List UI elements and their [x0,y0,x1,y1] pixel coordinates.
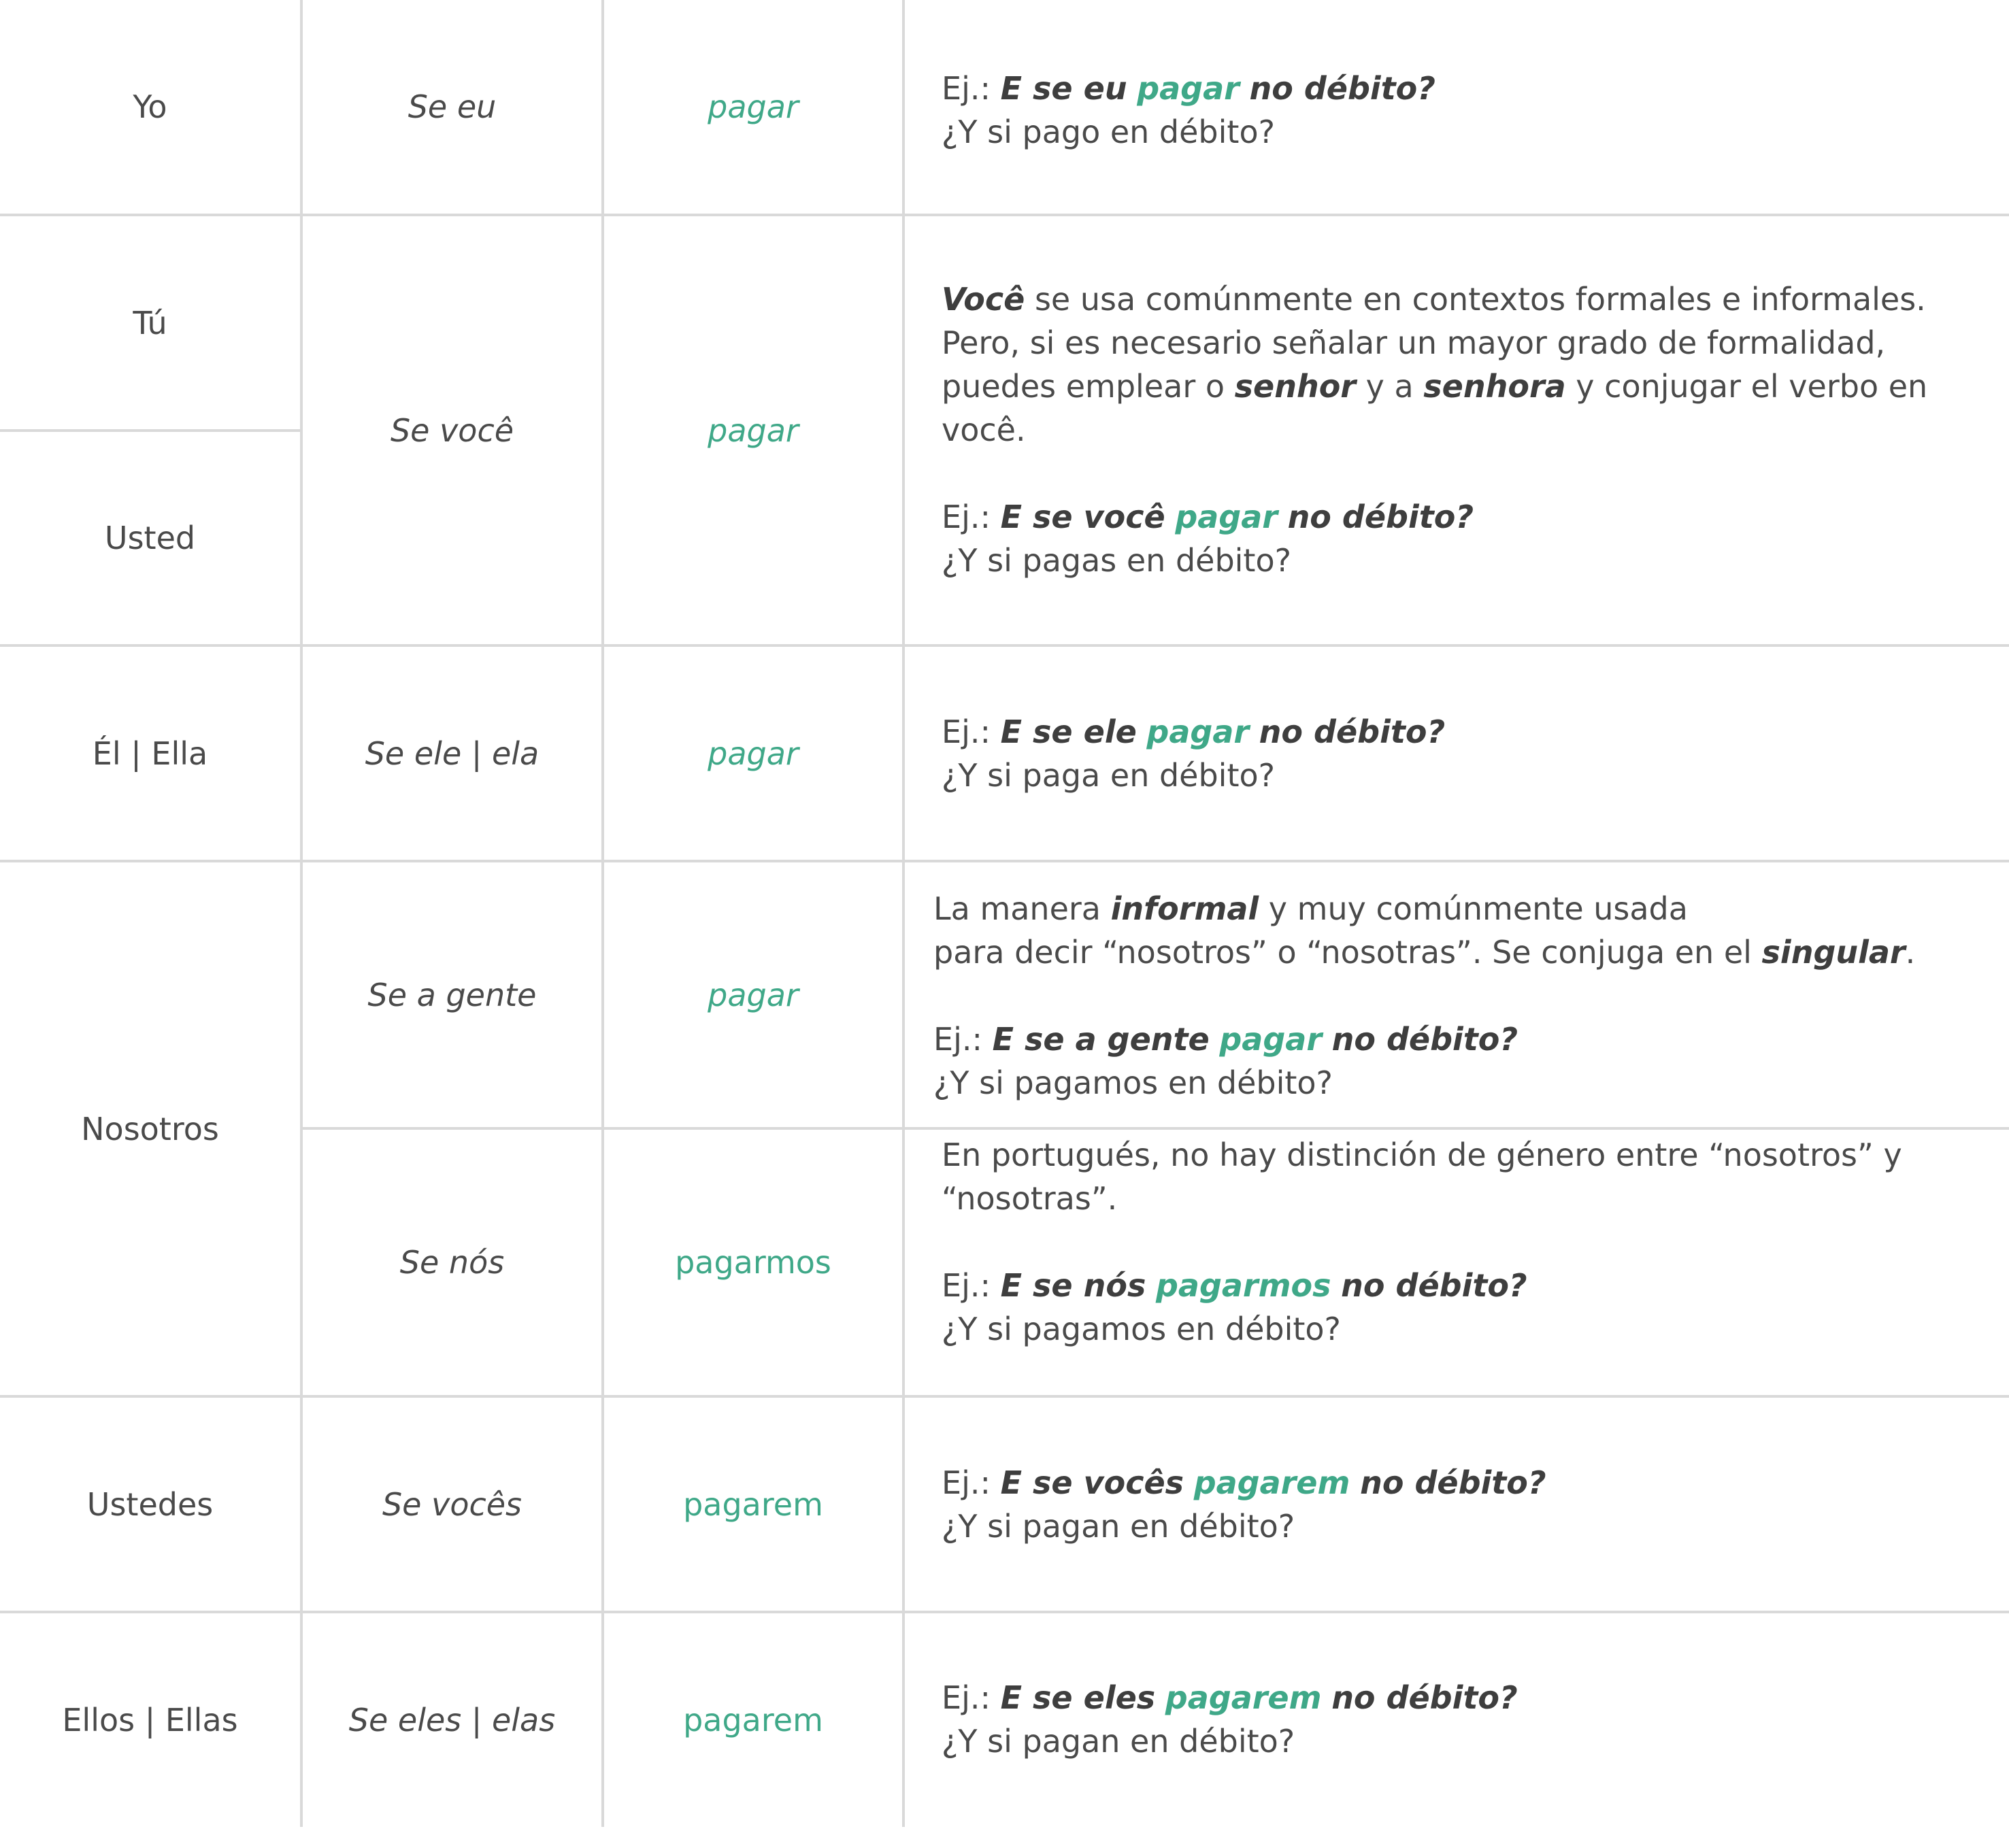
verb-cell: pagar [708,411,799,449]
description-cell [933,887,1981,1105]
translation-line: ¿Y si pagan en débito? [942,1508,1295,1545]
example-line: Ej.: E se você pagar no débito? [942,499,1474,535]
note-line: para decir “nosotros” o “nosotras”. Se conjuga en el singular. [933,934,1916,971]
row-divider [0,1395,2009,1398]
note-line: La manera informal y muy comúnmente usada [933,890,1688,927]
description-cell [942,1461,1989,1548]
row-divider [0,214,2009,216]
subject-cell: Se eles | elas [348,1702,556,1738]
verb-cell: pagarem [683,1702,823,1738]
example-line: Ej.: E se a gente pagar no débito? [933,1021,1518,1058]
example-line: Ej.: E se eles pagarem no débito? [942,1679,1518,1716]
verb-cell: pagar [708,976,799,1013]
person-cell: Ustedes [86,1485,214,1523]
description-cell [942,1133,1989,1351]
subject-cell: Se a gente [367,976,537,1013]
note-line: En portugués, no hay distinción de género entre “nosotros” y [942,1137,1902,1173]
person-cell: Ellos | Ellas [62,1702,238,1738]
person-cell: Tú [133,304,167,341]
note-line: Você se usa comúnmente en contextos formales e informales. [942,281,1926,318]
description-cell [942,710,1989,797]
example-line: Ej.: E se ele pagar no débito? [942,713,1446,750]
verb-cell: pagar [708,88,799,125]
translation-line: ¿Y si pagan en débito? [942,1723,1295,1760]
translation-line: ¿Y si pago en débito? [942,114,1276,150]
subject-cell: Se eu [408,88,497,125]
person-cell: Yo [133,88,167,125]
translation-line: ¿Y si pagamos en débito? [933,1064,1333,1101]
person-cell: Nosotros [81,1110,219,1147]
note-line: Pero, si es necesario señalar un mayor grado de formalidad, [942,324,1886,361]
subject-cell: Se ele | ela [365,735,539,772]
note-line: “nosotras”. [942,1180,1118,1217]
example-line: Ej.: E se nós pagarmos no débito? [942,1267,1527,1304]
example-line: Ej.: E se eu pagar no débito? [942,70,1435,107]
note-line: puedes emplear o senhor y a senhora y conjugar el verbo en [942,368,1928,405]
description-cell [942,1676,1989,1763]
verb-cell: pagarem [683,1485,823,1523]
verb-cell: pagar [708,735,799,772]
column-divider [902,0,905,1827]
translation-line: ¿Y si paga en débito? [942,757,1276,794]
note-line: você. [942,411,1026,448]
description-cell [942,278,1989,582]
translation-line: ¿Y si pagas en débito? [942,542,1292,579]
subject-cell: Se você [390,411,514,449]
subject-cell: Se vocês [382,1485,522,1523]
description-cell [942,67,1989,154]
row-divider [0,644,2009,647]
subject-cell: Se nós [399,1244,505,1281]
person-cell: Él | Ella [92,735,208,772]
verb-cell: pagarmos [675,1244,831,1281]
row-divider [0,860,2009,862]
person-cell: Usted [104,520,196,556]
translation-line: ¿Y si pagamos en débito? [942,1311,1341,1347]
example-line: Ej.: E se vocês pagarem no débito? [942,1464,1546,1501]
row-divider [0,1611,2009,1613]
